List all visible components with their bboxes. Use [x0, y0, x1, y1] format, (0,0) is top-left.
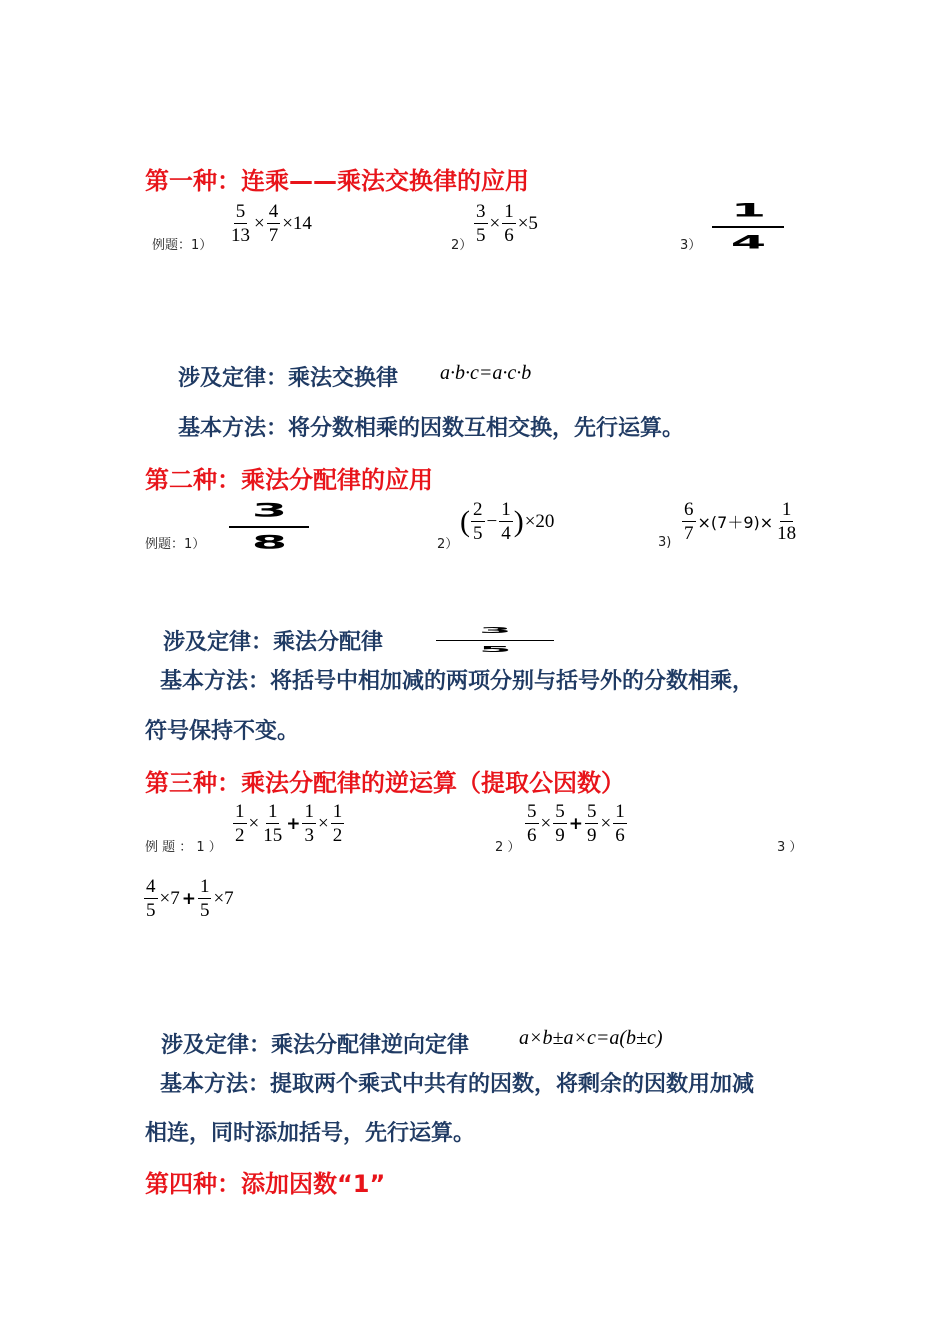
fraction: $\frac{5}{9}$ [555, 801, 565, 846]
fraction: $\frac{5}{13}$ [231, 201, 250, 246]
section2-example2: ( $\frac{2}{5}$ − $\frac{1}{4}$ ) ×20 [460, 499, 555, 544]
section1-method: 基本方法：将分数相乘的因数互相交换，先行运算。 [178, 416, 685, 441]
fraction: $\frac{2}{5}$ [473, 499, 483, 544]
section3-law-formula: a×b±a×c=a(b±c) [519, 1027, 663, 1049]
section3-method-line1: 基本方法：提取两个乘式中共有的因数，将剩余的因数用加减 [160, 1072, 755, 1097]
section2-law-formula-image: $\frac{3}{5}$ [436, 621, 554, 659]
fraction: $\frac{5}{9}$ [586, 801, 597, 846]
fraction: $\frac{1}{6}$ [615, 801, 625, 846]
fraction: $\frac{5}{6}$ [527, 801, 537, 846]
section3-example2-label: 2 ） [495, 840, 521, 855]
section1-law-formula: a·b·c=a·c·b [440, 362, 532, 384]
section4-heading: 第四种：添加因数“1” [145, 1170, 386, 1198]
section1-example2: $\frac{3}{5}$ × $\frac{1}{6}$ ×5 [476, 201, 538, 246]
section1-example-label: 例题：1） [152, 238, 213, 253]
section2-method-line2: 符号保持不变。 [145, 719, 300, 744]
section1-law-label: 涉及定律：乘法交换律 [178, 366, 399, 391]
fraction: $\frac{1}{5}$ [199, 876, 210, 921]
section2-law-label: 涉及定律：乘法分配律 [163, 630, 384, 655]
section2-example1-big-fraction: $\frac{3}{8}$ [229, 496, 309, 558]
fraction: $\frac{1}{2}$ [332, 801, 343, 846]
section1-example3-big-fraction: $\frac{1}{4}$ [712, 196, 784, 258]
fraction: $\frac{6}{7}$ [684, 499, 694, 544]
section3-law-label: 涉及定律：乘法分配律逆向定律 [161, 1033, 470, 1058]
section3-method-line2: 相连，同时添加括号，先行运算。 [145, 1121, 476, 1146]
fraction: $\frac{1}{2}$ [235, 801, 245, 846]
section3-heading: 第三种：乘法分配律的逆运算（提取公因数） [145, 769, 625, 797]
section1-example3-label: 3） [680, 238, 702, 253]
section3-example3: $\frac{4}{5}$ ×7 + $\frac{1}{5}$ ×7 [146, 876, 234, 921]
fraction: $\frac{1}{18}$ [777, 499, 797, 544]
fraction: $\frac{1}{4}$ [501, 499, 511, 544]
section3-example-label: 例 题 ： 1 ） [145, 840, 222, 855]
section1-example2-label: 2） [451, 238, 473, 253]
section3-example2: $\frac{5}{6}$ × $\frac{5}{9}$ + $\frac{5}{9}$ × $\frac{1}{6}$ [527, 801, 625, 846]
section2-example3-label: 3) [658, 535, 672, 550]
section3-example3-label: 3 ） [777, 840, 803, 855]
fraction: $\frac{4}{7}$ [268, 201, 279, 246]
section2-example-label: 例题：1） [145, 537, 206, 552]
fraction: $\frac{3}{5}$ [476, 201, 486, 246]
section1-heading: 第一种：连乘——乘法交换律的应用 [145, 167, 529, 195]
fraction: $\frac{1}{6}$ [504, 201, 514, 246]
section2-heading: 第二种：乘法分配律的应用 [145, 466, 433, 494]
fraction: $\frac{1}{3}$ [304, 801, 314, 846]
section2-example3: $\frac{6}{7}$ ×(7＋9)× $\frac{1}{18}$ [684, 499, 797, 544]
fraction: $\frac{1}{15}$ [263, 801, 283, 846]
section1-example1: $\frac{5}{13}$ × $\frac{4}{7}$ ×14 [231, 201, 312, 246]
fraction: $\frac{4}{5}$ [146, 876, 156, 921]
section3-example1: $\frac{1}{2}$ × $\frac{1}{15}$ + $\frac{1}{3}$ × $\frac{1}{2}$ [235, 801, 343, 846]
section2-method-line1: 基本方法：将括号中相加减的两项分别与括号外的分数相乘， [160, 669, 755, 694]
section2-example2-label: 2） [437, 537, 459, 552]
